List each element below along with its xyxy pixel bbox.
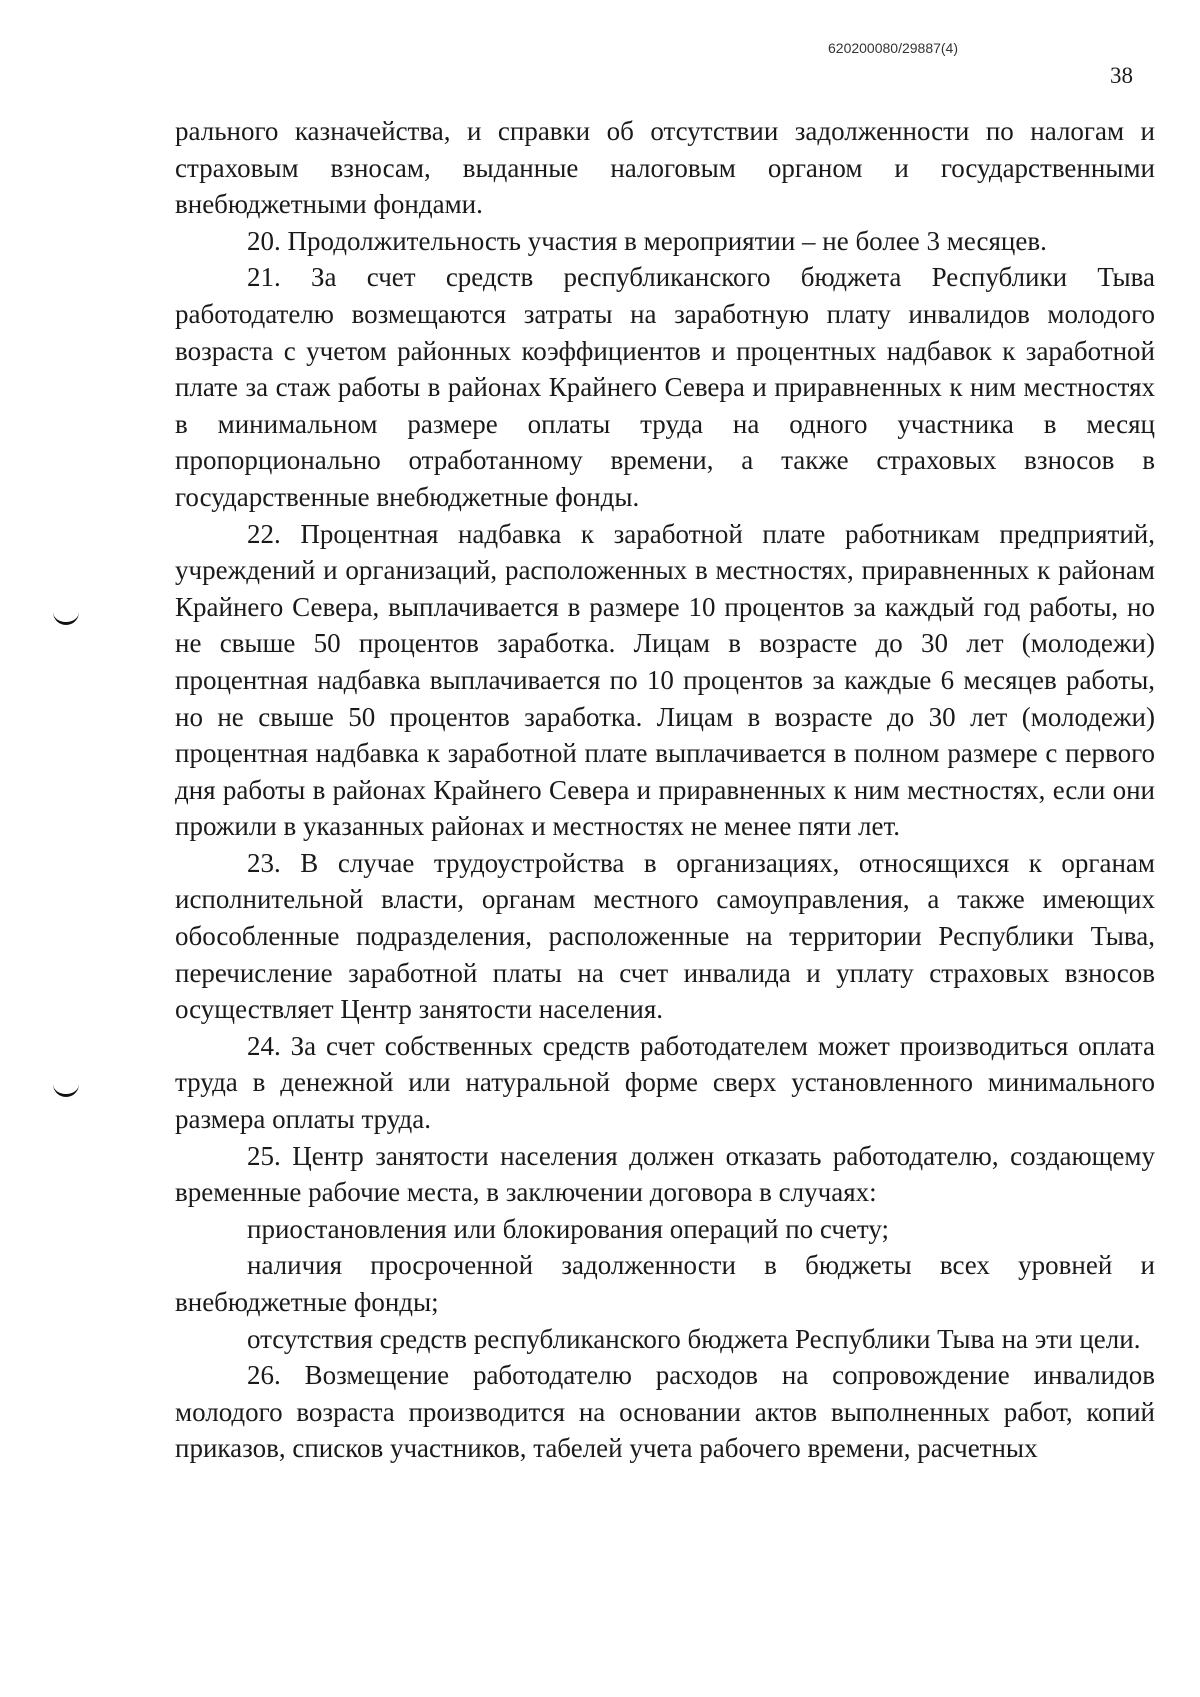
paragraph-22: 22. Процентная надбавка к заработной плате работникам предприятий, учреждений и организаций, расположенных в местностях, приравненных к районам Крайнего Севера, выплачивается в размере 10 процентов за каждый год работы, но не свыше 50 процентов заработка. Лицам в возрасте до 30 лет (молодежи) процентная надбавка выплачивается по 10 процентов за каждые 6 месяцев работы, но не свыше 50 процентов заработка. Лицам в возрасте до 30 лет (молодежи) процентная надбавка к заработной плате выплачивается в полном размере с первого дня работы в районах Крайнего Севера и приравненных к ним местностях, если они прожили в указанных районах и местностях не менее пяти лет. — [175, 518, 1155, 842]
margin-mark — [53, 1084, 79, 1097]
list-item: отсутствия средств республиканского бюджета Республики Тыва на эти цели. — [247, 1323, 1141, 1354]
list-item: наличия просроченной задолженности в бюджеты всех уровней и внебюджетные фонды; — [175, 1250, 1155, 1317]
paragraph-23: 23. В случае трудоустройства в организациях, относящихся к органам исполнительной власти, органам местного самоуправления, а также имеющих обособленные подразделения, расположенные на территории Республики Тыва, перечисление заработной платы на счет инвалида и уплату страховых взносов осуществляет Центр занятости населения. — [175, 847, 1155, 1025]
paragraph-21: 21. За счет средств республиканского бюджета Республики Тыва работодателю возмещаются затраты на заработную плату инвалидов молодого возраста с учетом районных коэффициентов и процентных надбавок к заработной плате за стаж работы в районах Крайнего Севера и приравненных к ним местностях в минимальном размере оплаты труда на одного участника в месяц пропорционально отработанному времени, а также страховых взносов в государственные внебюджетные фонды. — [175, 262, 1155, 512]
page-number: 38 — [1110, 63, 1133, 88]
margin-mark — [53, 612, 79, 625]
document-body — [175, 113, 1155, 1467]
list-item: приостановления или блокирования операций по счету; — [247, 1213, 890, 1244]
paragraph-26: 26. Возмещение работодателю расходов на сопровождение инвалидов молодого возраста производится на основании актов выполненных работ, копий приказов, списков участников, табелей учета рабочего времени, расчетных — [175, 1360, 1155, 1464]
paragraph-24: 24. За счет собственных средств работодателем может производиться оплата труда в денежной или натуральной форме сверх установленного минимального размера оплаты труда. — [175, 1030, 1155, 1135]
paragraph-20: 20. Продолжительность участия в мероприятии – не более 3 месяцев. — [247, 225, 1047, 256]
document-id: 620200080/29887(4) — [828, 40, 959, 56]
paragraph-25: 25. Центр занятости населения должен отказать работодателю, создающему временные рабочие места, в заключении договора в случаях: — [175, 1140, 1155, 1208]
paragraph-continuation: рального казначейства, и справки об отсутствии задолженности по налогам и страховым взносам, выданные налоговым органом и государственными внебюджетными фондами. — [175, 116, 1155, 220]
